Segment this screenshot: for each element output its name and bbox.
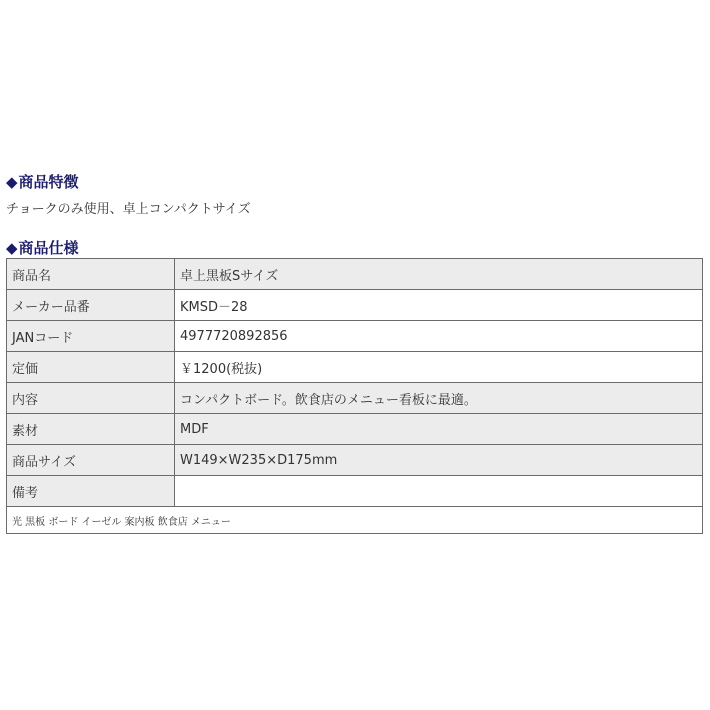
specs-heading-text: 商品仕様 [18, 239, 79, 257]
spec-label: 商品名 [7, 259, 175, 290]
table-row [7, 290, 703, 321]
spec-value: W149×W235×D175mm [175, 445, 703, 476]
keywords-cell: 光 黒板 ボード イーゼル 案内板 飲食店 メニュー [7, 507, 703, 534]
spec-label: 定価 [7, 352, 175, 383]
spec-label: 内容 [7, 383, 175, 414]
diamond-bullet-icon: ◆ [6, 239, 18, 257]
features-heading [6, 172, 79, 192]
spec-value [175, 476, 703, 507]
spec-table [6, 258, 703, 534]
spec-label: 商品サイズ [7, 445, 175, 476]
spec-value: 卓上黒板Sサイズ [175, 259, 703, 290]
features-heading-text: 商品特徴 [18, 173, 79, 191]
table-row [7, 507, 703, 534]
spec-value: KMSD－28 [175, 290, 703, 321]
spec-value: 4977720892856 [175, 321, 703, 352]
table-row [7, 259, 703, 290]
table-row [7, 476, 703, 507]
spec-value: MDF [175, 414, 703, 445]
spec-label: JANコード [7, 321, 175, 352]
diamond-bullet-icon: ◆ [6, 173, 18, 191]
spec-label: 素材 [7, 414, 175, 445]
spec-label: 備考 [7, 476, 175, 507]
spec-label: メーカー品番 [7, 290, 175, 321]
table-row [7, 445, 703, 476]
table-row [7, 383, 703, 414]
table-row [7, 321, 703, 352]
table-row [7, 414, 703, 445]
specs-heading [6, 238, 79, 258]
spec-value: コンパクトボード。飲食店のメニュー看板に最適。 [175, 383, 703, 414]
spec-value: ￥1200(税抜) [175, 352, 703, 383]
table-row [7, 352, 703, 383]
features-description: チョークのみ使用、卓上コンパクトサイズ [6, 202, 251, 217]
